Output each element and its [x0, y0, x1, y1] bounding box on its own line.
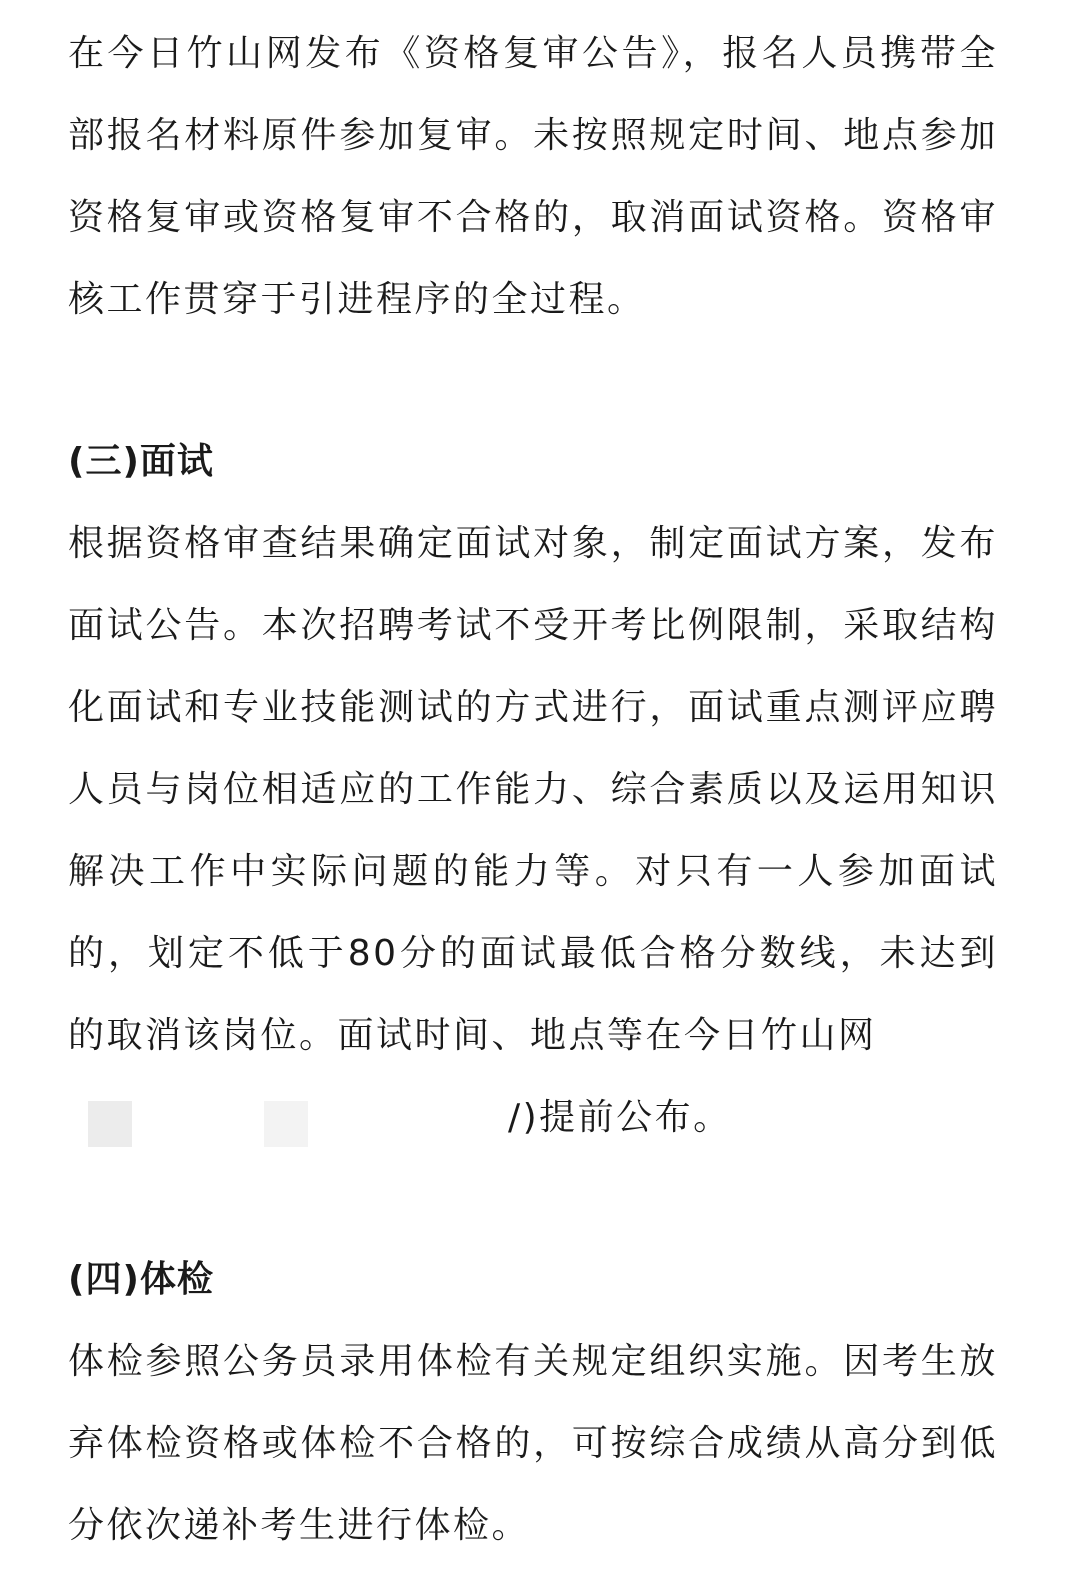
section-spacer: [68, 1159, 998, 1239]
paragraph-interview-tail: /)提前公布。: [508, 1097, 732, 1138]
document-page: [68, 0, 998, 1567]
paragraph-interview: 根据资格审查结果确定面试对象，制定面试方案，发布面试公告。本次招聘考试不受开考比例限制，采取结构化面试和专业技能测试的方式进行，面试重点测评应聘人员与岗位相适应的工作能力、综合素质以及运用知识解决工作中实际问题的能力等。对只有一人参加面试的，划定不低于80分的面试最低合格分数线，未达到的取消该岗位。面试时间、地点等在今日竹山网: [68, 523, 998, 1056]
paragraph-review-end: 在今日竹山网发布《资格复审公告》，报名人员携带全部报名材料原件参加复审。未按照规定时间、地点参加资格复审或资格复审不合格的，取消面试资格。资格审核工作贯穿于引进程序的全过程。: [68, 33, 998, 320]
section-heading-physical: (四)体检: [68, 1259, 214, 1300]
obscured-link-line: [68, 1077, 998, 1159]
redaction-block: [264, 1101, 308, 1147]
redaction-block: [88, 1101, 132, 1147]
section-spacer: [68, 341, 998, 421]
paragraph-physical: 体检参照公务员录用体检有关规定组织实施。因考生放弃体检资格或体检不合格的，可按综合成绩从高分到低分依次递补考生进行体检。: [68, 1341, 998, 1546]
section-heading-interview: (三)面试: [68, 441, 214, 482]
